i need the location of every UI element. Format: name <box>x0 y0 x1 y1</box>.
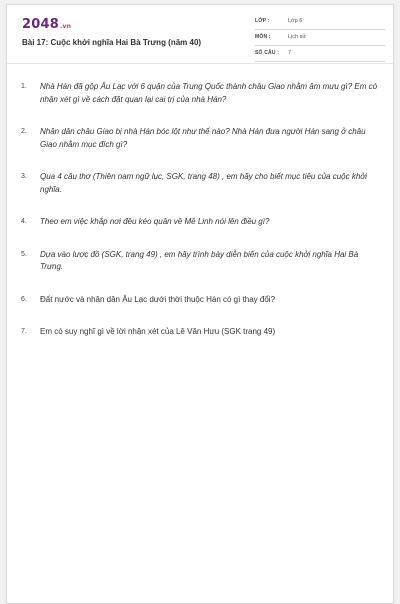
question-item <box>21 326 381 339</box>
question-item <box>21 249 381 274</box>
lesson-title: Bài 17: Cuộc khởi nghĩa Hai Bà Trưng (năm 40) <box>22 38 202 47</box>
question-count-label: SỐ CÂU : <box>255 50 280 56</box>
question-count-value: 7 <box>288 50 292 56</box>
question-number: 5. <box>21 250 27 258</box>
subject-label: MÔN : <box>255 34 271 40</box>
question-text: Qua 4 câu thơ (Thiên nam ngữ lục, SGK, trang 48) , em hãy cho biết mục tiêu của cuộc khởi nghĩa. <box>40 172 367 194</box>
question-text: Theo em việc khắp nơi đều kéo quân về Mê Linh nói lên điều gì? <box>40 217 270 226</box>
question-number: 6. <box>21 295 27 303</box>
class-value: Lớp 6 <box>288 18 303 24</box>
meta-subject-row <box>255 32 385 46</box>
question-text: Nhà Hán đã gộp Âu Lạc với 6 quận của Trung Quốc thành châu Giao nhằm âm mưu gì? Em có nhận xét gì về cách đặt quan lại cai trị của nhà Hán? <box>40 82 378 104</box>
question-item <box>21 216 381 229</box>
question-item <box>21 81 381 106</box>
question-text: Nhân dân châu Giao bị nhà Hán bóc lột như thế nào? Nhà Hán đưa người Hán sang ở châu Giao nhằm mục đích gì? <box>40 127 366 149</box>
subject-value: Lịch sử <box>288 34 307 40</box>
logo-main: 2048 <box>22 17 59 32</box>
question-item <box>21 126 381 151</box>
worksheet-header <box>7 5 393 64</box>
worksheet-page <box>6 4 394 604</box>
question-item <box>21 294 381 307</box>
logo-sub: .vn <box>59 23 72 30</box>
question-text: Dựa vào lược đồ (SGK, trang 49) , em hãy trình bày diễn biến của cuộc khởi nghĩa Hai Bà Trưng. <box>40 249 359 271</box>
question-number: 3. <box>21 173 27 180</box>
site-logo[interactable] <box>22 17 71 32</box>
question-number: 2. <box>21 128 27 135</box>
question-list <box>21 81 381 339</box>
question-number: 7. <box>21 328 27 335</box>
meta-class-row <box>255 16 385 30</box>
class-label: LỚP : <box>255 18 270 24</box>
question-text: Đất nước và nhân dân Âu Lạc dưới thời thuộc Hán có gì thay đổi? <box>40 294 276 304</box>
question-text: Em có suy nghĩ gì về lời nhận xét của Lê Văn Hưu (SGK trang 49) <box>40 327 276 336</box>
question-number: 4. <box>21 218 27 225</box>
meta-panel <box>255 16 385 64</box>
question-number: 1. <box>21 83 27 90</box>
question-item <box>21 171 381 196</box>
meta-count-row <box>255 48 385 62</box>
